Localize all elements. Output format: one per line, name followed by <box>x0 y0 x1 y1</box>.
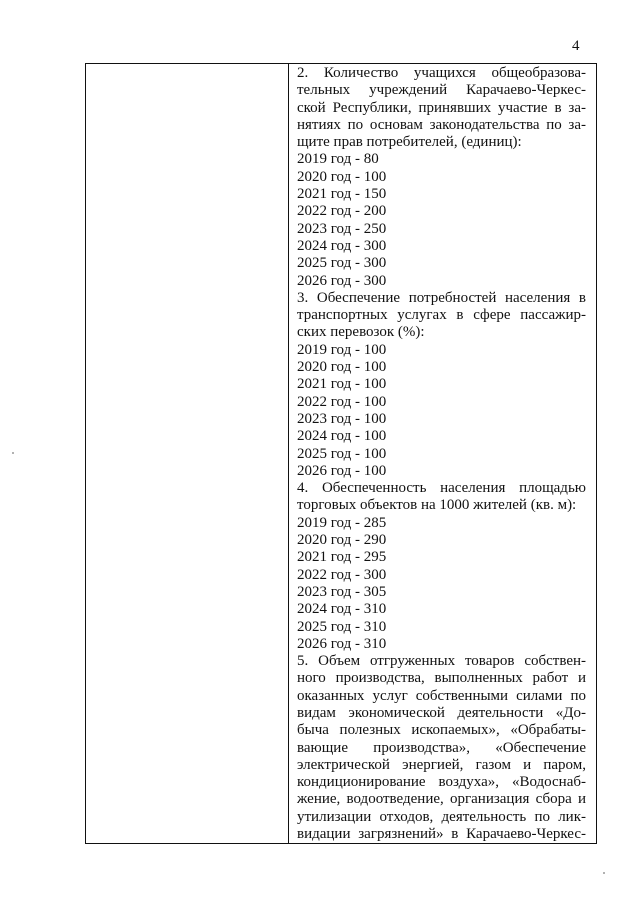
indicator-5-line: ного производства, выполненных работ и <box>297 670 586 687</box>
year-value: 2020 год - 100 <box>297 359 387 376</box>
indicator-2-values <box>297 151 586 289</box>
indicator-3-line: ских перевозок (%): <box>297 324 425 341</box>
year-value: 2021 год - 100 <box>297 376 387 393</box>
indicator-3-line: 3. Обеспечение потребностей населения в <box>297 289 586 306</box>
year-value: 2022 год - 200 <box>297 203 387 220</box>
year-value: 2022 год - 100 <box>297 393 387 410</box>
year-value: 2025 год - 300 <box>297 255 387 272</box>
year-value: 2019 год - 100 <box>297 341 387 358</box>
indicator-4-line: торговых объектов на 1000 жителей (кв. м): <box>297 497 577 514</box>
indicator-5-line: быча полезных ископаемых», «Обрабаты- <box>297 722 586 739</box>
indicator-2-line: щите прав потребителей, (единиц): <box>297 134 522 151</box>
indicator-4-line: 4. Обеспеченность населения площадью <box>297 480 586 497</box>
year-value: 2025 год - 310 <box>297 618 387 635</box>
year-value: 2021 год - 150 <box>297 186 387 203</box>
indicator-5-line: электрической энергией, газом и паром, <box>297 756 586 773</box>
indicator-2 <box>297 65 586 151</box>
indicator-5-line: жение, водоотведение, организация сбора и <box>297 791 586 808</box>
year-value: 2023 год - 100 <box>297 410 387 427</box>
year-value: 2026 год - 300 <box>297 272 387 289</box>
indicator-2-line: тельных учреждений Карачаево-Черкес- <box>297 82 586 99</box>
indicator-5-line: вающие производства», «Обеспечение <box>297 739 586 756</box>
indicator-2-line: 2. Количество учащихся общеобразова- <box>297 65 586 81</box>
indicator-3-values <box>297 342 586 480</box>
year-value: 2023 год - 250 <box>297 220 387 237</box>
indicator-5-line: 5. Объем отгруженных товаров собствен- <box>297 653 586 670</box>
table-left-column <box>86 64 289 843</box>
year-value: 2019 год - 80 <box>297 151 379 168</box>
scan-speck <box>603 872 605 874</box>
indicator-3 <box>297 290 586 342</box>
indicator-5-line: утилизации отходов, деятельность по лик- <box>297 808 586 825</box>
indicator-2-line: нятиях по основам законодательства по за- <box>297 116 586 133</box>
indicator-5 <box>297 653 586 843</box>
year-value: 2024 год - 300 <box>297 237 387 254</box>
year-value: 2020 год - 100 <box>297 168 387 185</box>
year-value: 2024 год - 100 <box>297 428 387 445</box>
scan-speck <box>12 452 14 454</box>
indicator-5-line: видам экономической деятельности «До- <box>297 704 586 721</box>
year-value: 2020 год - 290 <box>297 532 387 549</box>
indicator-5-line: кондиционирование воздуха», «Водоснаб- <box>297 774 586 791</box>
indicator-3-line: транспортных услугах в сфере пассажир- <box>297 307 586 324</box>
indicator-4 <box>297 480 586 515</box>
year-value: 2025 год - 100 <box>297 445 387 462</box>
indicator-4-values <box>297 515 586 653</box>
indicator-5-line: видации загрязнений» в Карачаево-Черкес- <box>297 826 586 843</box>
year-value: 2024 год - 310 <box>297 601 387 618</box>
indicators-table <box>85 63 597 844</box>
year-value: 2019 год - 285 <box>297 514 387 531</box>
year-value: 2023 год - 305 <box>297 583 387 600</box>
year-value: 2026 год - 310 <box>297 635 387 652</box>
year-value: 2026 год - 100 <box>297 462 387 479</box>
indicator-5-line: оказанных услуг собственными силами по <box>297 687 586 704</box>
page-number: 4 <box>572 38 580 54</box>
table-right-column <box>289 64 596 843</box>
year-value: 2021 год - 295 <box>297 549 387 566</box>
year-value: 2022 год - 300 <box>297 566 387 583</box>
indicator-2-line: ской Республики, принявших участие в за- <box>297 99 586 116</box>
